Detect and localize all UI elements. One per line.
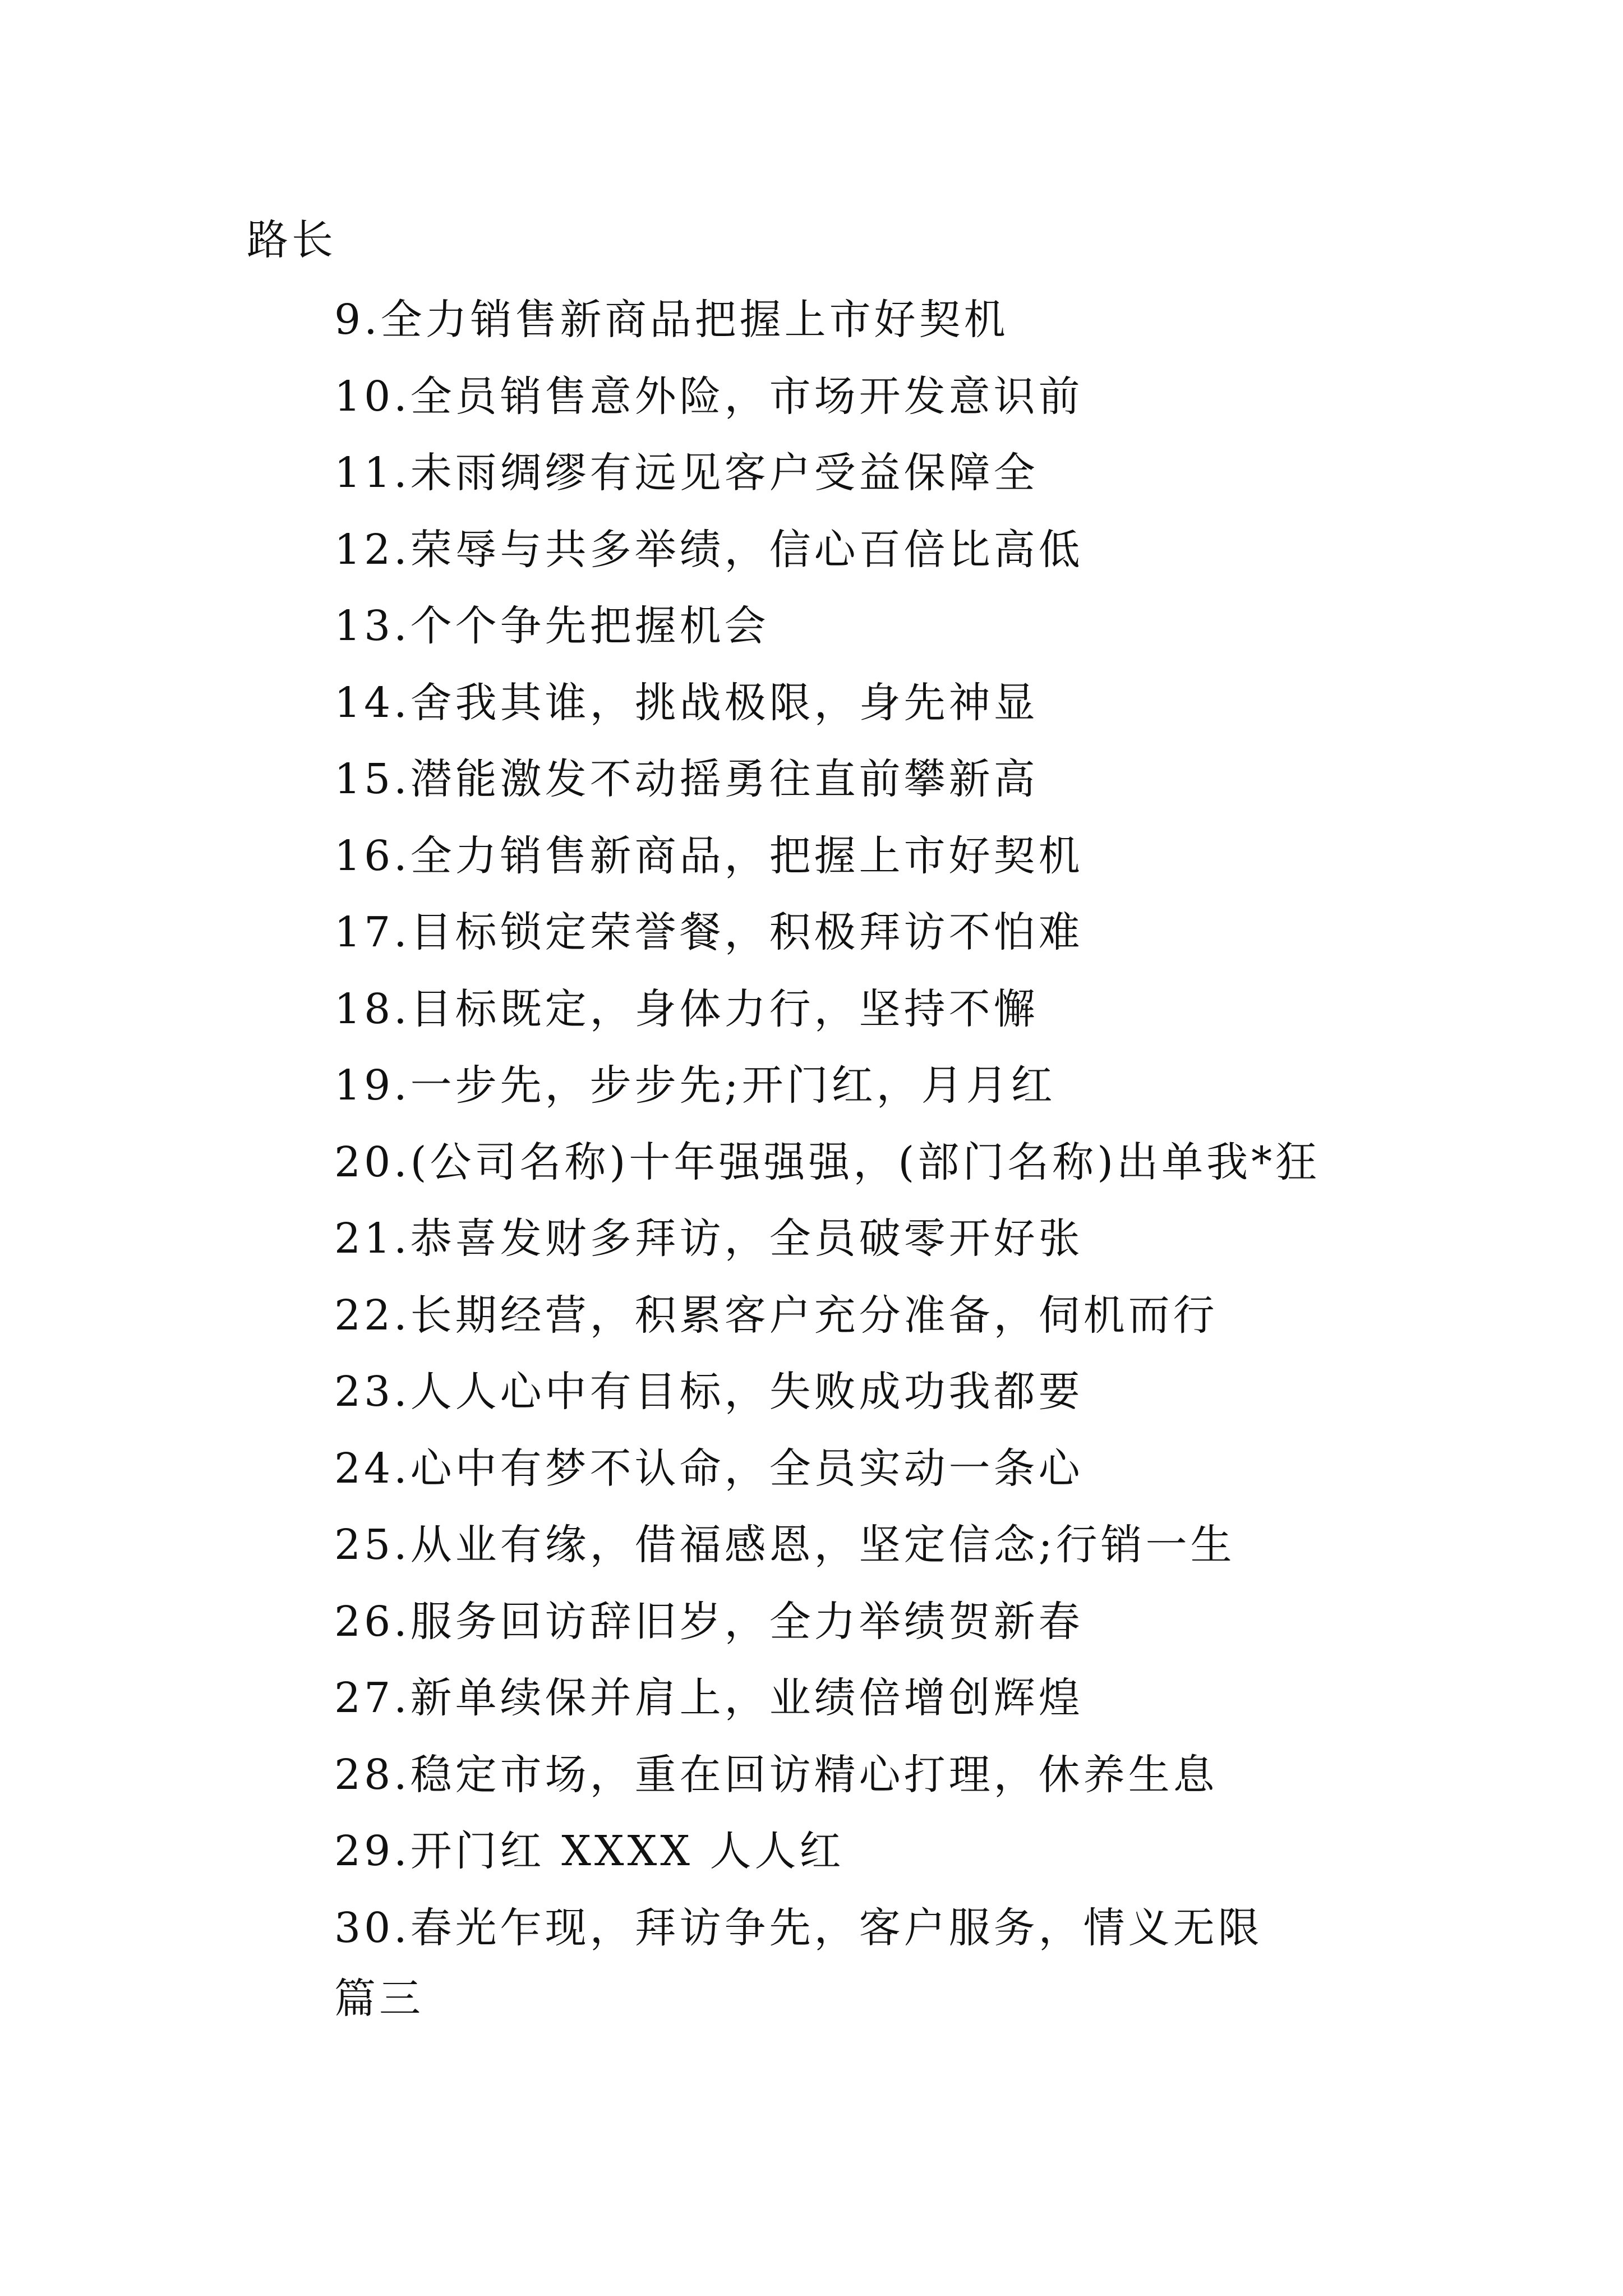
list-item: 14.舍我其谁，挑战极限，身先神显 (334, 679, 1039, 727)
list-item: 24.心中有梦不认命，全员实动一条心 (334, 1444, 1083, 1493)
list-item: 27.新单续保并肩上，业绩倍增创辉煌 (334, 1674, 1083, 1722)
continued-text-line: 路长 (247, 216, 336, 264)
list-item: 21.恭喜发财多拜访，全员破零开好张 (334, 1214, 1083, 1263)
list-item: 28.稳定市场，重在回访精心打理，休养生息 (334, 1751, 1218, 1799)
list-item: 26.服务回访辞旧岁，全力举绩贺新春 (334, 1598, 1083, 1646)
list-item: 10.全员销售意外险，市场开发意识前 (334, 372, 1083, 421)
section-heading: 篇三 (334, 1975, 424, 2023)
list-item: 13.个个争先把握机会 (334, 602, 769, 650)
list-item: 30.春光乍现，拜访争先，客户服务，情义无限 (334, 1904, 1263, 1952)
list-item: 16.全力销售新商品，把握上市好契机 (334, 832, 1083, 880)
list-item: 19.一步先，步步先;开门红，月月红 (334, 1061, 1056, 1110)
list-item: 17.目标锁定荣誉餐，积极拜访不怕难 (334, 908, 1083, 956)
list-item: 22.长期经营，积累客户充分准备，伺机而行 (334, 1291, 1218, 1340)
list-item: 18.目标既定，身体力行，坚持不懈 (334, 985, 1039, 1033)
list-item: 20.(公司名称)十年强强强，(部门名称)出单我*狂 (334, 1138, 1321, 1186)
list-item: 9.全力销售新商品把握上市好契机 (334, 296, 1009, 344)
list-item: 12.荣辱与共多举绩，信心百倍比高低 (334, 526, 1083, 574)
list-item: 11.未雨绸缪有远见客户受益保障全 (334, 449, 1039, 497)
list-item: 15.潜能激发不动摇勇往直前攀新高 (334, 755, 1039, 803)
list-item: 25.从业有缘，借福感恩，坚定信念;行销一生 (334, 1521, 1235, 1569)
list-item: 29.开门红 XXXX 人人红 (334, 1827, 845, 1875)
list-item: 23.人人心中有目标，失败成功我都要 (334, 1368, 1083, 1416)
